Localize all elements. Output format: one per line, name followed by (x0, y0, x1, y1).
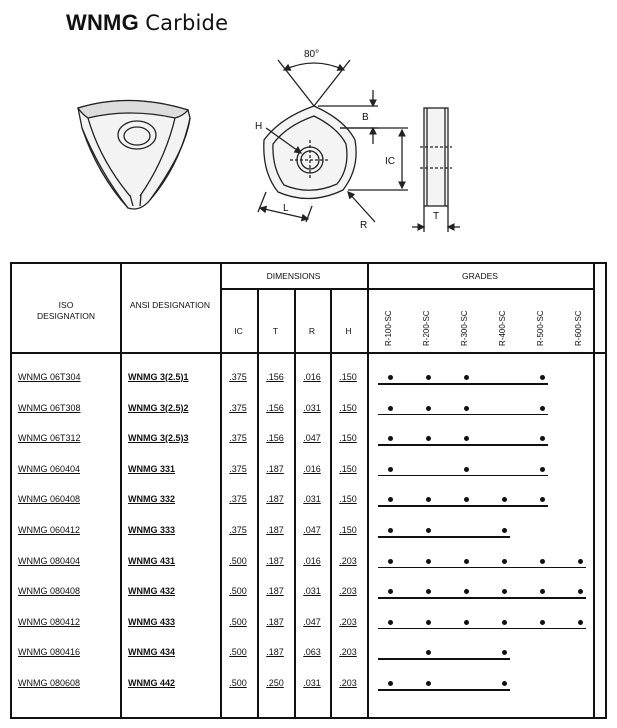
dim-ic: .500 (229, 647, 247, 658)
header-grades: GRADES (462, 271, 498, 281)
grade-available-dot (388, 467, 393, 472)
dim-r: .047 (303, 616, 321, 627)
grade-header: R-300-SC (460, 310, 469, 346)
dim-h: .150 (339, 372, 357, 382)
dim-t: .187 (266, 616, 284, 627)
col-divider (120, 264, 122, 717)
grade-available-dot (388, 436, 393, 441)
grade-available-dot (502, 620, 507, 625)
dim-t: .187 (266, 555, 284, 566)
dim-t: .187 (266, 525, 284, 535)
iso-designation: WNMG 080412 (18, 616, 81, 627)
grade-availability-line (378, 383, 548, 385)
grade-availability-line (378, 628, 586, 630)
grade-available-dot (540, 589, 545, 594)
dim-h: .150 (339, 402, 357, 413)
header-ic: IC (234, 326, 243, 336)
dim-label-l: L (283, 203, 289, 214)
header-iso-line1: ISO (58, 300, 74, 310)
dim-t: .156 (266, 433, 284, 444)
dim-h: .203 (339, 647, 357, 658)
grade-available-dot (502, 497, 507, 502)
grade-available-dot (502, 650, 507, 655)
header-h: H (345, 326, 352, 336)
angle-label: 80° (304, 49, 320, 60)
grade-available-dot (388, 528, 393, 533)
dim-t: .187 (266, 647, 284, 658)
grade-available-dot (426, 497, 431, 502)
title-normal: Carbide (145, 11, 229, 35)
grade-available-dot (426, 559, 431, 564)
dim-ic: .375 (229, 372, 247, 382)
dim-r: .047 (303, 525, 321, 535)
dim-ic: .375 (229, 525, 247, 535)
iso-designation: WNMG 06T308 (18, 402, 81, 413)
col-divider (593, 264, 595, 717)
dim-r: .031 (303, 678, 321, 688)
insert-top-view (258, 60, 408, 222)
grade-available-dot (540, 375, 545, 380)
grade-available-dot (540, 406, 545, 411)
dim-r: .016 (303, 555, 321, 566)
dim-t: .187 (266, 463, 284, 474)
grade-availability-line (378, 658, 510, 660)
grade-header: R-600-SC (574, 310, 583, 346)
dim-r: .016 (303, 463, 321, 474)
grade-header: R-500-SC (536, 310, 545, 346)
grade-available-dot (502, 681, 507, 686)
dim-ic: .500 (229, 616, 247, 627)
grade-available-dot (426, 375, 431, 380)
grade-available-dot (388, 406, 393, 411)
grade-header: R-200-SC (422, 310, 431, 346)
iso-designation: WNMG 060412 (18, 525, 81, 535)
iso-designation: WNMG 080408 (18, 586, 81, 597)
iso-designation: WNMG 080404 (18, 555, 81, 566)
header-r: R (308, 326, 316, 336)
grade-available-dot (502, 528, 507, 533)
dim-t: .250 (266, 678, 284, 688)
dim-t: .156 (266, 402, 284, 413)
grade-available-dot (426, 406, 431, 411)
iso-designation: WNMG 080416 (18, 647, 81, 658)
grade-header: R-400-SC (498, 310, 507, 346)
grade-available-dot (464, 436, 469, 441)
dim-r: .031 (303, 586, 321, 597)
grade-header: R-100-SC (384, 310, 393, 346)
dim-h: .150 (339, 494, 357, 505)
dim-r: .031 (303, 402, 321, 413)
grade-availability-line (378, 536, 510, 538)
dim-label-ic: IC (385, 156, 395, 167)
grade-available-dot (426, 528, 431, 533)
grade-available-dot (578, 589, 583, 594)
header-dimensions: DIMENSIONS (266, 271, 321, 281)
dim-ic: .500 (229, 555, 247, 566)
grade-available-dot (464, 497, 469, 502)
dim-h: .150 (339, 463, 357, 474)
grade-available-dot (388, 559, 393, 564)
grade-available-dot (578, 559, 583, 564)
grade-availability-line (378, 505, 548, 507)
dim-label-b: B (362, 112, 369, 123)
row-divider (12, 352, 605, 354)
dim-t: .156 (266, 372, 284, 382)
dim-r: .047 (303, 433, 321, 444)
dim-h: .150 (339, 433, 357, 444)
iso-designation: WNMG 080608 (18, 678, 81, 688)
dim-h: .203 (339, 678, 357, 688)
ansi-designation: WNMG 331 (128, 463, 176, 474)
dim-label-h: H (255, 121, 263, 132)
grade-available-dot (464, 620, 469, 625)
grade-available-dot (464, 467, 469, 472)
grade-available-dot (388, 497, 393, 502)
grade-available-dot (540, 620, 545, 625)
ansi-designation: WNMG 442 (128, 678, 176, 688)
ansi-designation: WNMG 432 (128, 586, 176, 597)
dim-r: .031 (303, 494, 321, 505)
grade-available-dot (388, 681, 393, 686)
grade-available-dot (540, 497, 545, 502)
grade-availability-line (378, 597, 586, 599)
header-iso-line2: DESIGNATION (37, 311, 95, 321)
dim-ic: .375 (229, 433, 247, 444)
dim-h: .203 (339, 586, 357, 597)
grade-available-dot (540, 436, 545, 441)
header-ansi: ANSI DESIGNATION (129, 300, 211, 310)
grade-availability-line (378, 414, 548, 416)
iso-designation: WNMG 060404 (18, 463, 81, 474)
dim-ic: .375 (229, 402, 247, 413)
col-divider (367, 264, 369, 717)
ansi-designation: WNMG 433 (128, 616, 176, 627)
grade-available-dot (426, 436, 431, 441)
dim-r: .016 (303, 372, 321, 382)
grade-available-dot (464, 406, 469, 411)
dim-ic: .500 (229, 678, 247, 688)
dim-t: .187 (266, 586, 284, 597)
dim-r: .063 (303, 647, 321, 658)
grade-available-dot (502, 589, 507, 594)
ansi-designation: WNMG 434 (128, 647, 176, 658)
grade-available-dot (540, 467, 545, 472)
grade-available-dot (426, 589, 431, 594)
grade-available-dot (426, 620, 431, 625)
header-t: T (272, 326, 279, 336)
iso-designation: WNMG 06T312 (18, 433, 81, 444)
grade-available-dot (388, 620, 393, 625)
title-bold: WNMG (66, 10, 139, 35)
grade-available-dot (502, 559, 507, 564)
insert-3d-illustration (78, 100, 190, 209)
iso-designation: WNMG 060408 (18, 494, 81, 505)
dim-label-t: T (433, 211, 440, 222)
grade-available-dot (426, 650, 431, 655)
ansi-designation: WNMG 431 (128, 555, 176, 566)
grade-available-dot (578, 620, 583, 625)
ansi-designation: WNMG 3(2.5)3 (128, 433, 189, 444)
ansi-designation: WNMG 333 (128, 525, 176, 535)
dim-h: .203 (339, 616, 357, 627)
grade-availability-line (378, 475, 548, 477)
grade-available-dot (388, 589, 393, 594)
ansi-designation: WNMG 332 (128, 494, 176, 505)
grade-available-dot (388, 375, 393, 380)
dim-ic: .500 (229, 586, 247, 597)
dim-h: .150 (339, 525, 357, 535)
grade-available-dot (464, 375, 469, 380)
dim-t: .187 (266, 494, 284, 505)
grade-availability-line (378, 444, 548, 446)
iso-designation: WNMG 06T304 (18, 372, 81, 382)
dim-label-r: R (360, 220, 368, 231)
grade-available-dot (426, 681, 431, 686)
grade-available-dot (464, 589, 469, 594)
grade-available-dot (540, 559, 545, 564)
ansi-designation: WNMG 3(2.5)2 (128, 402, 189, 413)
grade-availability-line (378, 567, 586, 569)
grade-availability-line (378, 689, 510, 691)
header-iso (12, 300, 120, 322)
dim-ic: .375 (229, 463, 247, 474)
row-divider (220, 288, 593, 290)
dim-ic: .375 (229, 494, 247, 505)
specs-table (10, 262, 607, 719)
ansi-designation: WNMG 3(2.5)1 (128, 372, 189, 382)
grade-available-dot (464, 559, 469, 564)
dim-h: .203 (339, 555, 357, 566)
insert-drawings (0, 0, 617, 260)
